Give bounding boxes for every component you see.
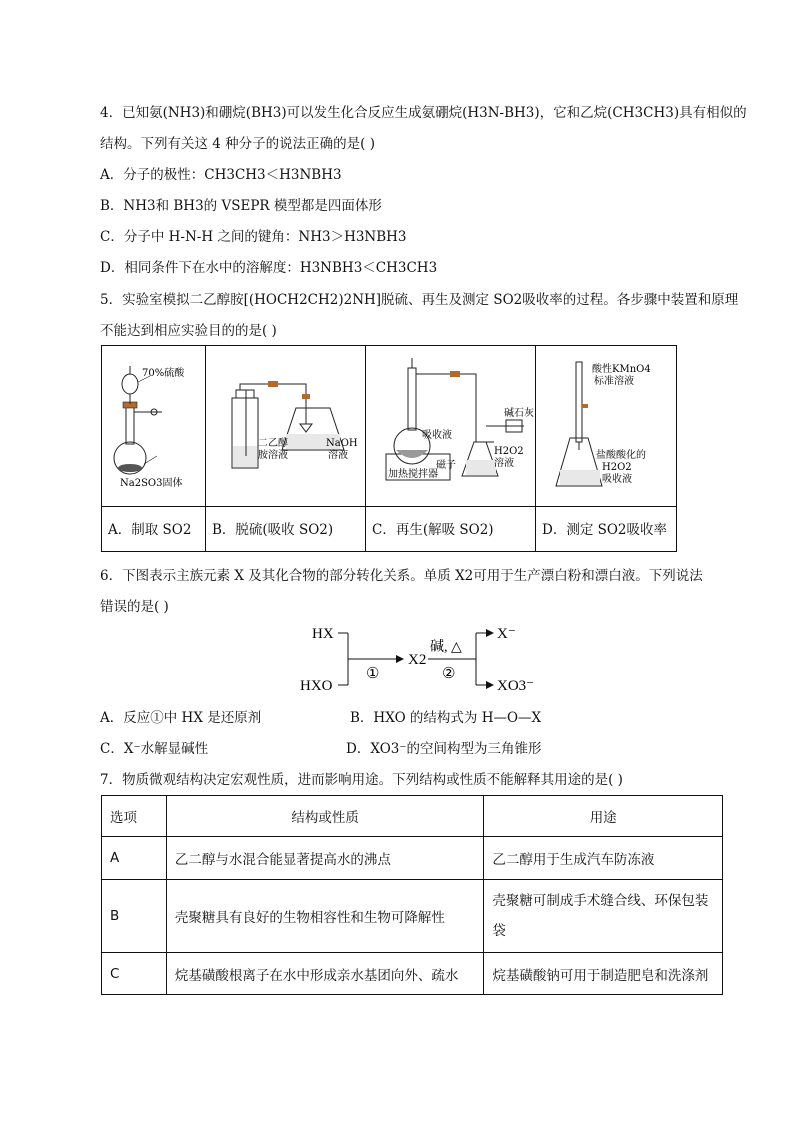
label-magnet: 磁子 [436, 460, 456, 471]
row-b-option: B [102, 880, 167, 953]
row-c-use: 烷基磺酸钠可用于制造肥皂和洗涤剂 [484, 953, 723, 995]
label-kmno4-2: 标准溶液 [594, 376, 634, 387]
q6-option-c: C．X⁻水解显碱性 [100, 741, 209, 757]
label-acid: 70%硫酸 [142, 368, 185, 379]
q6-option-a: A．反应①中 HX 是还原剂 [100, 710, 262, 726]
apparatus-d [536, 346, 677, 506]
q6-option-d: D．XO3⁻的空间构型为三角锥形 [346, 741, 542, 757]
table-header-row [102, 796, 723, 837]
q7-stem: 7．物质微观结构决定宏观性质，进而影响用途。下列结构或性质不能解释其用途的是( ) [100, 772, 623, 788]
conversion-diagram [300, 620, 540, 696]
q6-stem-line2: 错误的是( ) [100, 599, 169, 615]
header-use: 用途 [484, 796, 723, 837]
header-structure: 结构或性质 [166, 796, 483, 837]
label-h2o2-1: H2O2 [494, 446, 524, 457]
label-absorb: 吸收液 [422, 430, 452, 441]
table-row [102, 953, 723, 995]
row-b-structure: 壳聚糖具有良好的生物相容性和生物可降解性 [166, 880, 483, 953]
diagram-x2: X2 [408, 652, 427, 668]
row-c-option: C [102, 953, 167, 995]
row-c-structure: 烷基磺酸根离子在水中形成亲水基团向外、疏水 [166, 953, 483, 995]
row-a-use: 乙二醇用于生成汽车防冻液 [484, 837, 723, 880]
q4-stem-line2: 结构。下列有关这 4 种分子的说法正确的是( ) [100, 136, 375, 152]
q4-option-d: D．相同条件下在水中的溶解度：H3NBH3＜CH3CH3 [100, 260, 438, 276]
diagram-hx: HX [312, 626, 334, 642]
label-amine-1: 二乙醇 [258, 438, 288, 449]
header-option: 选项 [102, 796, 167, 837]
table-row [102, 880, 723, 953]
diagram-step1: ① [366, 666, 380, 682]
label-h2o2-2: 溶液 [494, 458, 514, 469]
property-table [101, 795, 723, 995]
diagram-xo3-minus: XO3⁻ [497, 678, 535, 694]
diagram-hxo: HXO [300, 678, 333, 694]
row-a-structure: 乙二醇与水混合能显著提高水的沸点 [166, 837, 483, 880]
apparatus-b [206, 346, 366, 506]
sulfur-dioxide-generator-figure [102, 346, 206, 506]
apparatus-c [366, 346, 536, 506]
diagram-step2: ② [442, 666, 456, 682]
caption-c: C．再生(解吸 SO2) [366, 506, 536, 552]
titration-figure [536, 346, 677, 506]
q4-stem-line1: 4．已知氨(NH3)和硼烷(BH3)可以发生化合反应生成氨硼烷(H3N-BH3)，它和乙烷(CH3CH3)具有相似的 [100, 105, 747, 121]
label-hcl-2: H2O2 [602, 462, 632, 473]
q6-option-b: B．HXO 的结构式为 H—O—X [350, 710, 542, 726]
label-naoh-1: NaOH [326, 438, 358, 449]
label-soda-lime: 碱石灰 [504, 408, 534, 419]
diagram-x-minus: X⁻ [497, 626, 516, 642]
label-stirrer: 加热搅拌器 [388, 469, 438, 480]
table-row [102, 837, 723, 880]
label-hcl-1: 盐酸酸化的 [596, 450, 646, 461]
label-hcl-3: 吸收液 [602, 474, 632, 485]
caption-d: D．测定 SO2吸收率 [536, 506, 677, 552]
caption-a: A．制取 SO2 [102, 506, 206, 552]
q4-option-b: B．NH3和 BH3的 VSEPR 模型都是四面体形 [100, 198, 382, 214]
label-solid: Na2SO3固体 [120, 478, 183, 489]
q5-stem-line2: 不能达到相应实验目的的是( ) [100, 323, 277, 339]
q4-option-a: A．分子的极性：CH3CH3＜H3NBH3 [100, 167, 342, 183]
apparatus-table [101, 345, 677, 552]
q5-stem-line1: 5．实验室模拟二乙醇胺[(HOCH2CH2)2NH]脱硫、再生及测定 SO2吸收率的过程。各步骤中装置和原理 [100, 292, 739, 308]
q4-option-c: C．分子中 H-N-H 之间的键角：NH3＞H3NBH3 [100, 229, 407, 245]
row-b-use: 壳聚糖可制成手术缝合线、环保包装袋 [484, 880, 723, 953]
apparatus-a [102, 346, 206, 506]
label-naoh-2: 溶液 [328, 450, 348, 461]
q6-stem-line1: 6．下图表示主族元素 X 及其化合物的部分转化关系。单质 X2可用于生产漂白粉和漂白液。下列说法 [100, 568, 703, 584]
caption-b: B．脱硫(吸收 SO2) [206, 506, 366, 552]
label-amine-2: 胺溶液 [258, 450, 288, 461]
label-kmno4-1: 酸性KMnO4 [592, 364, 651, 375]
diagram-condition: 碱, △ [430, 640, 462, 655]
row-a-option: A [102, 837, 167, 880]
desulfurization-figure [206, 346, 366, 506]
regeneration-figure [366, 346, 536, 506]
